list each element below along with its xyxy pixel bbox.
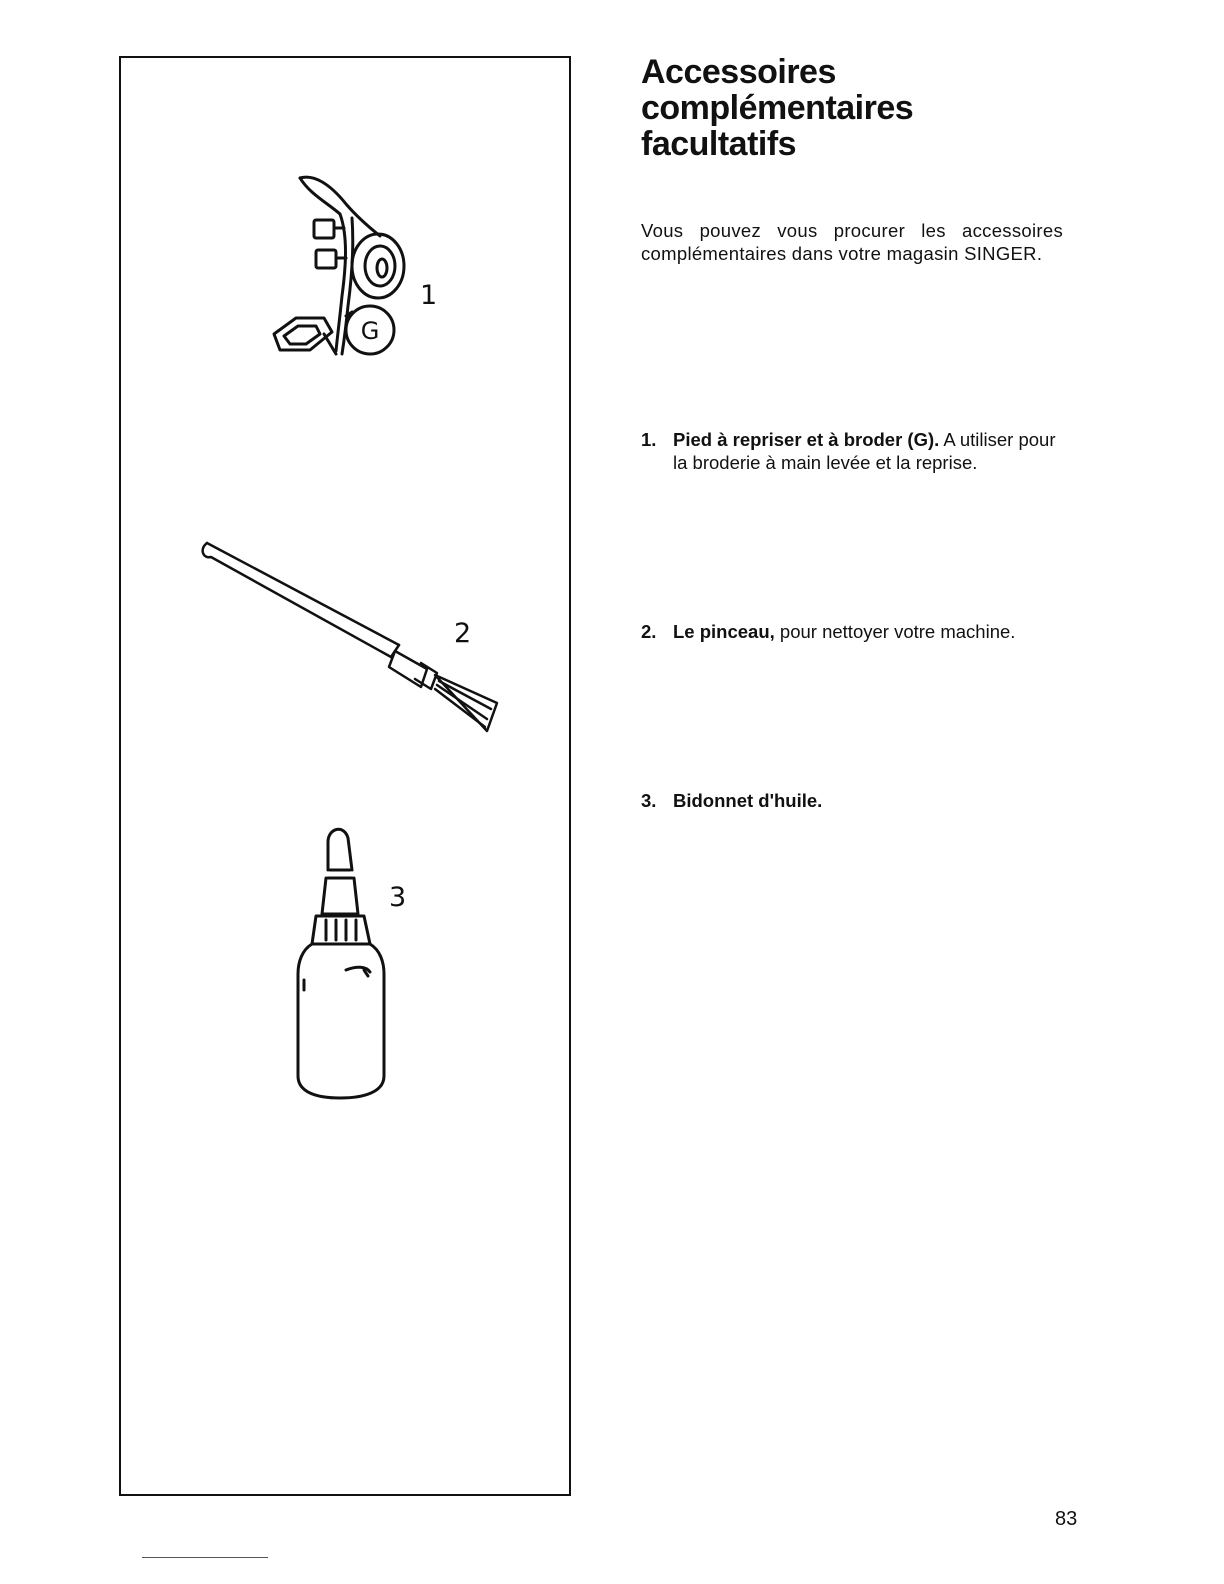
title-line-3: facultatifs [641,125,797,163]
figure-label-3: 3 [389,882,407,913]
oil-bottle-icon [290,820,400,1100]
page-title [641,54,913,162]
item-body [673,789,1066,812]
item-number: 3. [641,790,657,811]
item-body [673,620,1066,643]
foot-letter-label: G [360,317,380,345]
item-description: A utiliser pour la broderie à main levée et la reprise. [673,429,1056,473]
item-body [673,428,1066,474]
figure-label-2: 2 [454,618,472,649]
intro-paragraph: Vous pouvez vous procurer les accessoires complémentaires dans votre magasin SINGER. [641,220,1063,264]
item-number: 1. [641,429,657,450]
item-title: Bidonnet d'huile. [673,790,823,811]
list-item [641,620,1066,643]
title-line-2: complémentaires [641,89,914,127]
item-title: Pied à repriser et à broder (G). [673,429,940,450]
darning-foot-icon [262,166,412,366]
scan-artifact-line [142,1557,268,1558]
item-number: 2. [641,621,657,642]
list-item [641,428,1066,474]
list-item [641,789,1066,812]
page-number: 83 [1055,1508,1078,1530]
title-line-1: Accessoires [641,53,836,91]
figure-label-1: 1 [420,280,438,311]
item-description: pour nettoyer votre machine. [774,621,1016,642]
item-title: Le pinceau, [673,621,775,642]
